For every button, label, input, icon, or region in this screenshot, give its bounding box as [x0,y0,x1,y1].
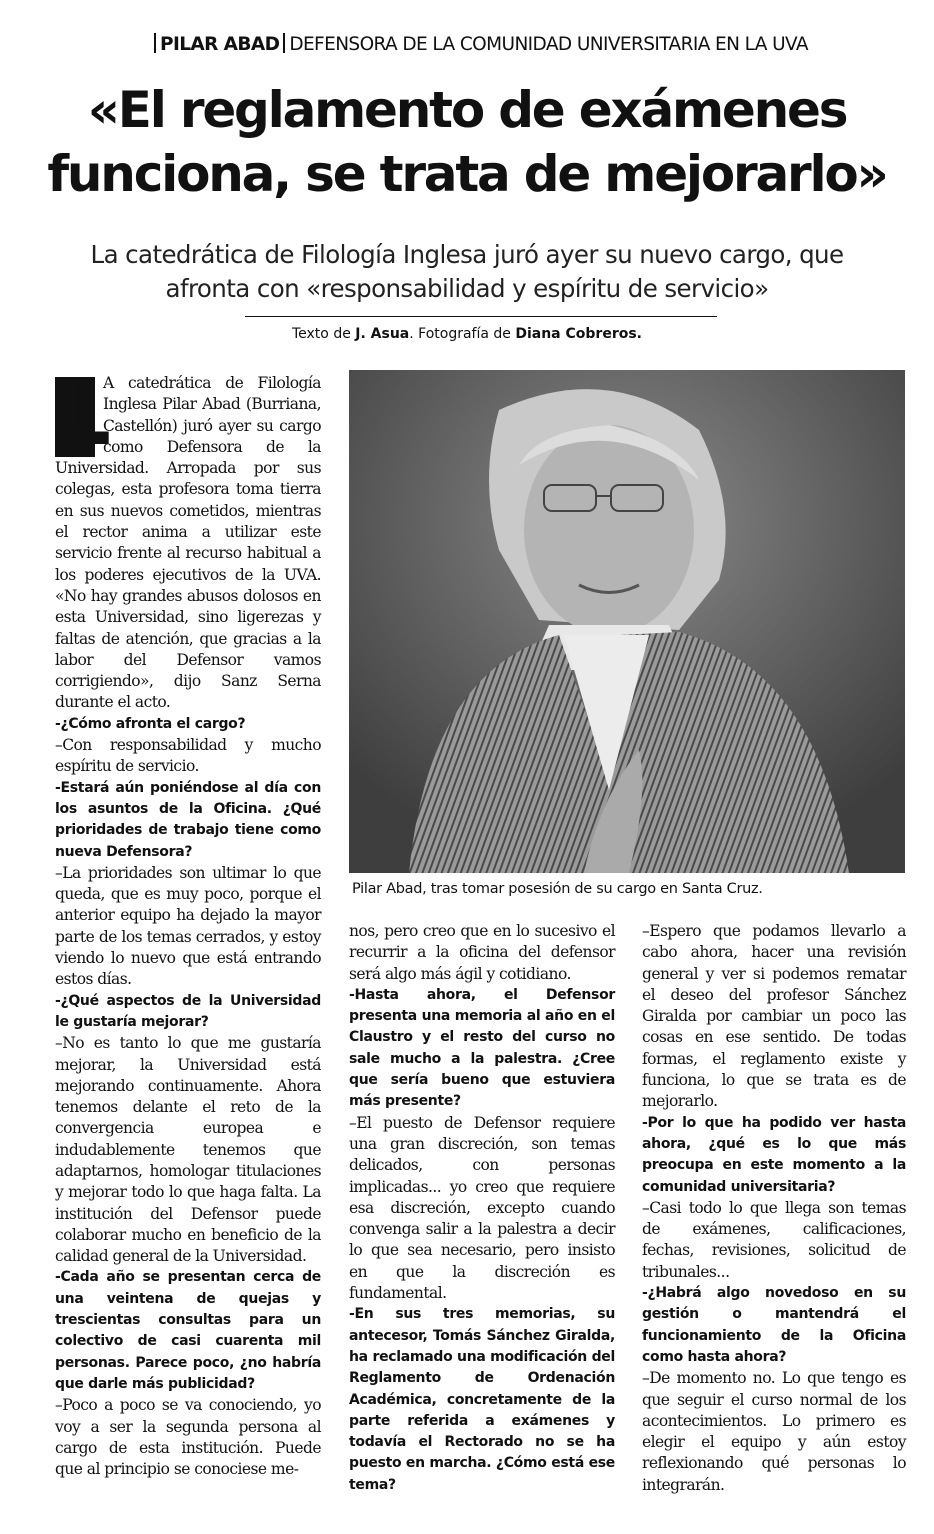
question-3: -¿Qué aspectos de la Universidad le gustaría mejorar? [55,992,321,1030]
answer-4-part-2: nos, pero creo que en lo sucesivo el recurrir a la oficina del defensor será algo más ágil y cotidiano. [349,922,615,983]
byline-photo-prefix: . Fotografía de [409,326,516,342]
headline-line-1: «El reglamento de exámenes [87,81,847,139]
kicker [150,33,808,55]
article-column-3 [642,921,906,1496]
kicker-role: DEFENSORA DE LA COMUNIDAD UNIVERSITARIA EN LA UVA [289,34,808,55]
answer-5: –El puesto de Defensor requiere una gran discreción, son temas delicados, con personas implicadas... yo creo que requiere esa discreción, excepto cuando convenga salir a la palestra a decir lo que sea necesario, pero insisto en que la discreción es fundamental. [349,1113,615,1303]
portrait-photo [349,370,905,873]
answer-2: –La prioridades son ultimar lo que queda, que es muy poco, porque el anterior equipo ha dejado la mayor parte de los temas cerrados, y estoy viendo lo nuevo que está entrando estos días. [55,863,321,989]
divider-rule [245,316,717,317]
article-intro: A catedrática de Filología Inglesa Pilar Abad (Burriana, Castellón) juró ayer su cargo como Defensora de la Universidad. Arropada por sus colegas, esta profesora toma tierra en sus nuevos cometidos, mientras el rector anima a utilizar este servicio frente al recurso habitual a los poderes ejecutivos de la UVA. «No hay grandes abusos dolosos en esta Universidad, sino ligerezas y faltas de atención, que gracias a la labor del Defensor vamos corrigiendo», dijo Sanz Serna durante el acto. [55,374,321,712]
byline-author: J. Asua [355,326,410,342]
answer-8: –De momento no. Lo que tengo es que seguir el curso normal de los acontecimientos. Lo primero es elegir el equipo y aún estoy reflexionando qué personas lo integrarán. [642,1369,906,1494]
photo-caption: Pilar Abad, tras tomar posesión de su cargo en Santa Cruz. [352,881,763,897]
byline-text-prefix: Texto de [291,326,356,342]
kicker-separator [283,33,285,53]
dropcap-letter: L [55,362,111,465]
question-7: -Por lo que ha podido ver hasta ahora, ¿qué es lo que más preocupa en este momento a la comunidad universitaria? [642,1114,906,1195]
subheadline-line-1: La catedrática de Filología Inglesa juró ayer su nuevo cargo, que [90,240,844,269]
answer-3: –No es tanto lo que me gustaría mejorar, la Universidad está mejorando continuamente. Ahora tenemos delante el reto de la convergencia europea e indudablemente tenemos que adaptarnos, homologar titulaciones y mejorar todo lo que haga falta. La institución del Defensor puede colaborar mucho en beneficio de la calidad general de la Universidad. [55,1034,321,1266]
byline-photographer: Diana Cobreros. [515,326,642,342]
question-8: -¿Habrá algo novedoso en su gestión o mantendrá el funcionamiento de la Oficina como hasta ahora? [642,1285,906,1365]
answer-4-part-1: –Poco a poco se va conociendo, yo voy a ser la segunda persona al cargo de esta institución. Puede que al principio se conociese me- [55,1396,321,1479]
headline [0,78,934,206]
question-5: -Hasta ahora, el Defensor presenta una memoria al año en el Claustro y el resto del curso no sale mucho a la palestra. ¿Cree que sería bueno que estuviera más presente? [349,986,615,1110]
question-4: -Cada año se presentan cerca de una veintena de quejas y trescientas consultas para un colectivo de casi cuarenta mil personas. Parece poco, ¿no habría que darle más publicidad? [55,1269,321,1392]
question-6: -En sus tres memorias, su antecesor, Tomás Sánchez Giralda, ha reclamado una modificación del Reglamento de Ordenación Académica, concretamente de la parte referida a exámenes y todavía el Rectorado no se ha puesto en marcha. ¿Cómo está ese tema? [349,1306,615,1493]
kicker-bar [154,33,156,53]
answer-6: –Espero que podamos llevarlo a cabo ahora, hacer una revisión general y ver si podemos rematar el deseo del profesor Sánchez Giralda por cambiar un poco las cosas en ese sentido. De todas formas, el reglamento existe y funciona, lo que se trata es de mejorarlo. [642,922,906,1111]
dropcap [55,362,111,465]
portrait-illustration [349,370,905,873]
byline [0,326,934,342]
question-1: -¿Cómo afronta el cargo? [55,715,246,732]
answer-1: –Con responsabilidad y mucho espíritu de servicio. [55,736,321,776]
article-column-1 [55,362,321,1480]
kicker-name: PILAR ABAD [160,34,280,55]
subheadline-line-2: afronta con «responsabilidad y espíritu de servicio» [165,274,769,303]
question-2: -Estará aún poniéndose al día con los asuntos de la Oficina. ¿Qué prioridades de trabajo tiene como nueva Defensora? [55,779,321,860]
answer-7: –Casi todo lo que llega son temas de exámenes, calificaciones, fechas, revisiones, solicitud de tribunales... [642,1198,906,1281]
article-column-2 [349,921,615,1496]
headline-line-2: funciona, se trata de mejorarlo» [47,145,887,203]
subheadline [40,238,894,306]
